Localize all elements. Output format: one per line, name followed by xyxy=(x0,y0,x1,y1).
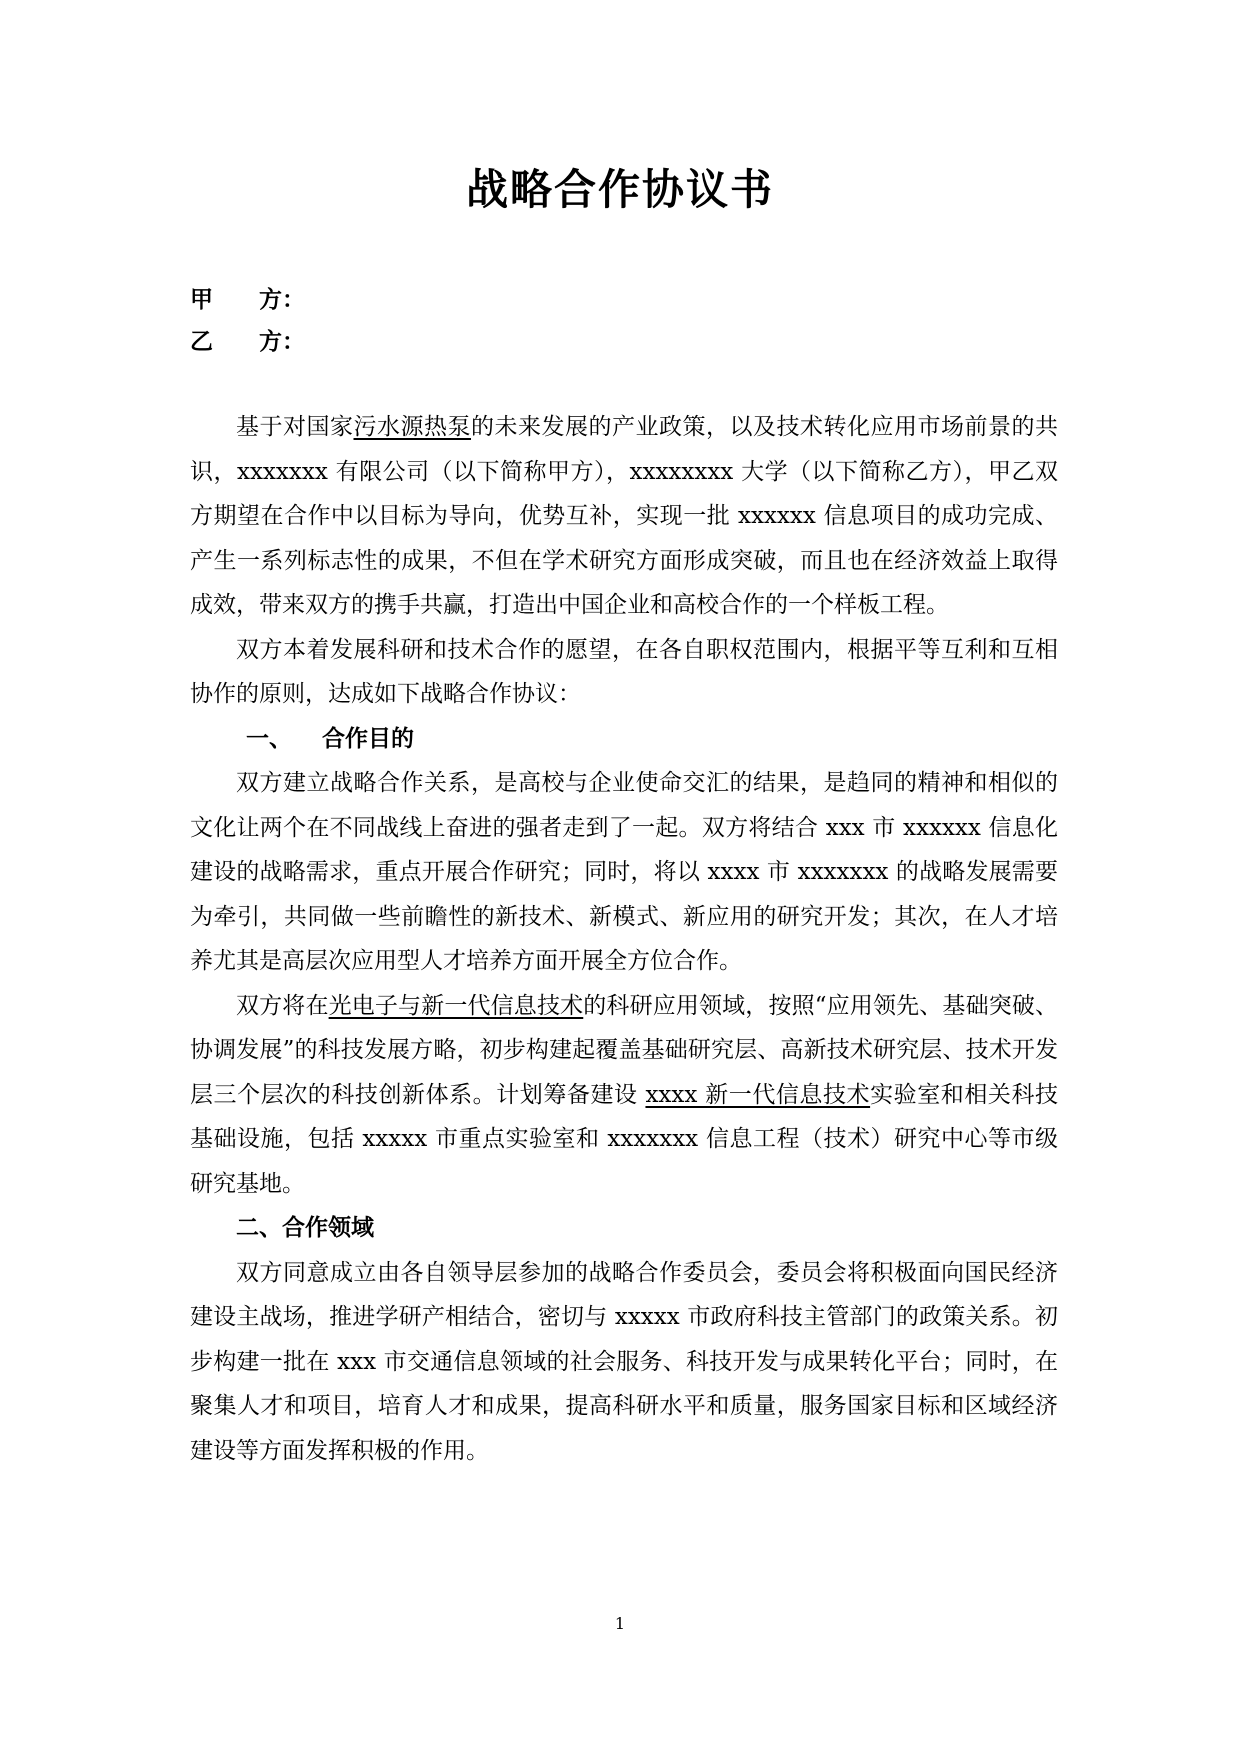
party-a-label: 甲 方： xyxy=(190,287,305,313)
paragraph-purpose: 双方建立战略合作关系，是高校与企业使命交汇的结果，是趋同的精神和相似的文化让两个在不同战线上奋进的强者走到了一起。双方将结合 xxx 市 xxxxxx 信息化建设的战略需求，重点开展合作研究；同时，将以 xxxx 市 xxxxxxx 的战略发展需要为牵引，共同做一些前瞻性的新技术、新模式、新应用的研究开发；其次，在人才培养尤其是高层次应用型人才培养方面开展全方位合作。 xyxy=(190,770,1058,974)
section-number: 一、 xyxy=(246,725,292,752)
page-number: 1 xyxy=(614,1614,626,1633)
document-body xyxy=(190,405,1058,1473)
paragraph-fields: 双方同意成立由各自领导层参加的战略合作委员会，委员会将积极面向国民经济建设主战场，推进学研产相结合，密切与 xxxxx 市政府科技主管部门的政策关系。初步构建一批在 xxx 市交通信息领域的社会服务、科技开发与成果转化平台；同时，在聚集人才和项目，培育人才和成果，提高科研水平和质量，服务国家目标和区域经济建设等方面发挥积极的作用。 xyxy=(190,1259,1058,1464)
section-heading-fields: 二、合作领域 xyxy=(236,1215,374,1241)
party-b-label: 乙 方： xyxy=(190,329,305,355)
paragraph-text: 的科研应用领域，按照“应用领先、基础突破、协调发展”的科技发展方略，初步构建起覆盖基础研究层、高新技术研究层、技术开发层三个层次的科技创新体系。计划筹备建设 xyxy=(190,992,1059,1108)
paragraph-text: 双方将在 xyxy=(236,992,329,1019)
paragraph-agreement: 双方本着发展科研和技术合作的愿望，在各自职权范围内，根据平等互利和互相协作的原则，达成如下战略合作协议： xyxy=(190,636,1058,707)
underlined-term: 污水源热泵 xyxy=(353,414,471,440)
section-heading-purpose xyxy=(190,717,1058,762)
paragraph-text: 基于对国家 xyxy=(236,414,354,440)
paragraph-text: 实验室和相关科技基础设施，包括 xxxxx 市重点实验室和 xxxxxxx 信息工程（技术）研究中心等市级研究基地。 xyxy=(190,1081,1059,1197)
document-title: 战略合作协议书 xyxy=(465,165,774,214)
paragraph-intro xyxy=(190,405,1058,628)
paragraph-research xyxy=(190,984,1058,1207)
underlined-term: xxxx 新一代信息技术 xyxy=(645,1081,871,1108)
paragraph-text: 的未来发展的产业政策，以及技术转化应用市场前景的共识，xxxxxxx 有限公司（以下简称甲方），xxxxxxxx 大学（以下简称乙方），甲乙双方期望在合作中以目标为导向，优势互补，实现一批 xxxxxx 信息项目的成功完成、产生一系列标志性的成果，不但在学术研究方面形成突破，而且也在经济效益上取得成效，带来双方的携手共赢，打造出中国企业和高校合作的一个样板工程。 xyxy=(190,414,1058,618)
section-title: 合作目的 xyxy=(322,725,414,752)
underlined-term: 光电子与新一代信息技术 xyxy=(328,992,584,1019)
